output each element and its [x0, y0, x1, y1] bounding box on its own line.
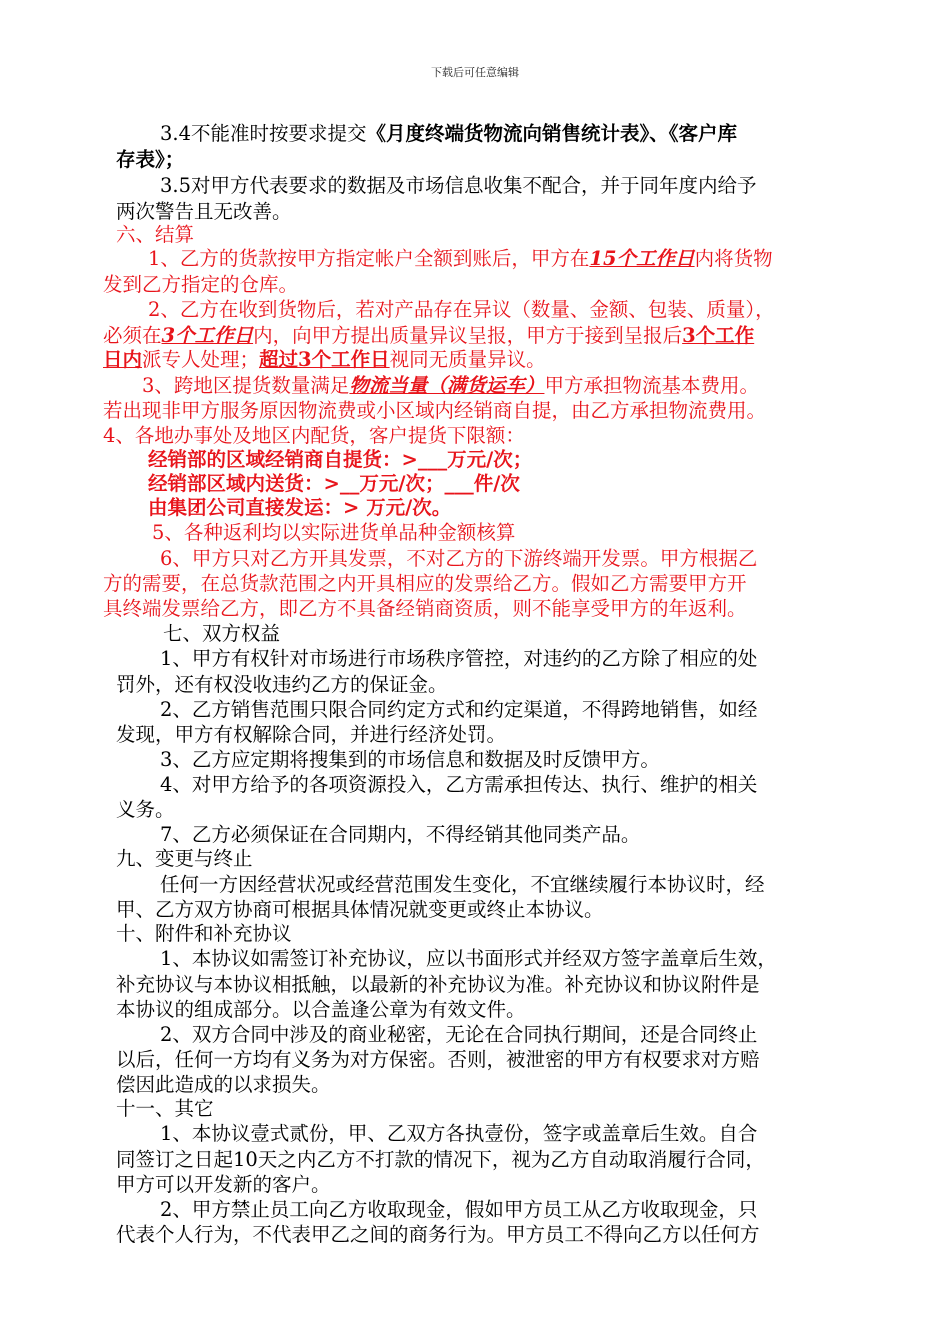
clause-text: 视同无质量异议。	[389, 348, 546, 371]
section-10-heading: 十、附件和补充协议	[116, 922, 292, 945]
report-title-bold: 《月度终端货物流向销售统计表》、《客户库	[366, 122, 738, 145]
annex-2-cont: 以后，任何一方均有义务为对方保密。否则，被泄密的甲方有权要求对方赔	[116, 1048, 760, 1071]
clause-text: 内将货物	[694, 247, 773, 270]
annex-2-cont2: 偿因此造成的以求损失。	[116, 1073, 331, 1096]
other-1-cont2: 甲方可以开发新的客户。	[116, 1173, 331, 1196]
line-3-5-cont: 两次警告且无改善。	[116, 200, 292, 223]
settlement-2-cont2	[103, 347, 546, 373]
settlement-4: 4、各地办事处及地区内配货，客户提货下限额：	[103, 424, 525, 447]
emphasis-days: 3个工作日	[161, 324, 254, 347]
other-1: 1、本协议壹式贰份，甲、乙双方各执壹份，签字或盖章后生效。自合	[160, 1122, 758, 1145]
section-6-heading: 六、结算	[116, 223, 195, 246]
annex-1-cont2: 本协议的组成部分。以合盖逢公章为有效文件。	[116, 998, 526, 1021]
clause-text: 内，向甲方提出质量异议呈报，甲方于接到呈报后	[253, 324, 683, 347]
emphasis-days: 3个工作	[682, 324, 755, 347]
settlement-6-cont: 方的需要，在总货款范围之内开具相应的发票给乙方。假如乙方需要甲方开	[103, 572, 747, 595]
section-7-heading: 七、双方权益	[163, 622, 281, 645]
other-1-cont: 同签订之日起10天之内乙方不打款的情况下，视为乙方自动取消履行合同，	[116, 1148, 765, 1171]
annex-2: 2、双方合同中涉及的商业秘密，无论在合同执行期间，还是合同终止	[160, 1023, 758, 1046]
settlement-3-cont: 若出现非甲方服务原因物流费或小区域内经销商自提，由乙方承担物流费用。	[103, 399, 767, 422]
settlement-5: 5、各种返利均以实际进货单品种金额核算	[152, 521, 516, 544]
annex-1: 1、本协议如需签订补充协议，应以书面形式并经双方签字盖章后生效，	[160, 947, 777, 970]
rights-1: 1、甲方有权针对市场进行市场秩序管控，对违约的乙方除了相应的处	[160, 647, 758, 670]
clause-text: 甲方承担物流基本费用。	[544, 374, 759, 397]
other-2: 2、甲方禁止员工向乙方收取现金，假如甲方员工从乙方收取现金，只	[160, 1198, 758, 1221]
emphasis-logistics: 物流当量（满货运车）	[349, 374, 545, 397]
settlement-6-cont2: 具终端发票给乙方，即乙方不具备经销商资质，则不能享受甲方的年返利。	[103, 597, 747, 620]
clause-text: 3、跨地区提货数量满足	[142, 374, 350, 397]
rights-4: 4、对甲方给予的各项资源投入，乙方需承担传达、执行、维护的相关	[160, 773, 758, 796]
settlement-4-item-3: 由集团公司直接发运：> 万元/次。	[148, 496, 452, 519]
annex-1-cont: 补充协议与本协议相抵触，以最新的补充协议为准。补充协议和协议附件是	[116, 973, 760, 996]
emphasis-days: 日内	[103, 348, 143, 371]
rights-2-cont: 发现，甲方有权解除合同，并进行经济处罚。	[116, 723, 507, 746]
line-3-4	[160, 121, 737, 147]
rights-7: 7、乙方必须保证在合同期内，不得经销其他同类产品。	[160, 823, 641, 846]
clause-text: 1、乙方的货款按甲方指定帐户全额到账后，甲方在	[148, 247, 590, 270]
rights-3: 3、乙方应定期将搜集到的市场信息和数据及时反馈甲方。	[160, 748, 660, 771]
termination-text: 任何一方因经营状况或经营范围发生变化，不宜继续履行本协议时，经	[160, 873, 765, 896]
line-3-5: 3.5对甲方代表要求的数据及市场信息收集不配合，并于同年度内给予	[160, 174, 757, 197]
settlement-2: 2、乙方在收到货物后，若对产品存在异议（数量、金额、包装、质量），	[148, 298, 775, 321]
clause-text: 派专人处理；	[142, 348, 260, 371]
rights-1-cont: 罚外，还有权没收违约乙方的保证金。	[116, 673, 448, 696]
settlement-4-item-2: 经销部区域内送货：>__万元/次；___件/次	[148, 472, 520, 495]
settlement-1-cont: 发到乙方指定的仓库。	[103, 273, 299, 296]
other-2-cont: 代表个人行为，不代表甲乙之间的商务行为。甲方员工不得向乙方以任何方	[116, 1223, 760, 1246]
termination-text-cont: 甲、乙方双方协商可根据具体情况就变更或终止本协议。	[116, 898, 604, 921]
line-3-4-cont: 存表》；	[116, 148, 185, 171]
settlement-1	[148, 246, 773, 272]
rights-2: 2、乙方销售范围只限合同约定方式和约定渠道，不得跨地销售，如经	[160, 698, 758, 721]
settlement-2-cont	[103, 323, 754, 349]
rights-4-cont: 义务。	[116, 798, 175, 821]
page-header-note: 下载后可任意编辑	[431, 66, 519, 79]
emphasis-days: 超过3个工作日	[259, 348, 390, 371]
settlement-3	[142, 373, 759, 399]
emphasis-days: 15个工作日	[589, 247, 695, 270]
clause-text: 必须在	[103, 324, 162, 347]
section-11-heading: 十一、其它	[116, 1097, 214, 1120]
settlement-6: 6、甲方只对乙方开具发票，不对乙方的下游终端开发票。甲方根据乙	[160, 547, 758, 570]
clause-text: 3.4不能准时按要求提交	[160, 122, 367, 145]
section-9-heading: 九、变更与终止	[116, 847, 253, 870]
settlement-4-item-1: 经销部的区域经销商自提货：>___万元/次；	[148, 448, 533, 471]
